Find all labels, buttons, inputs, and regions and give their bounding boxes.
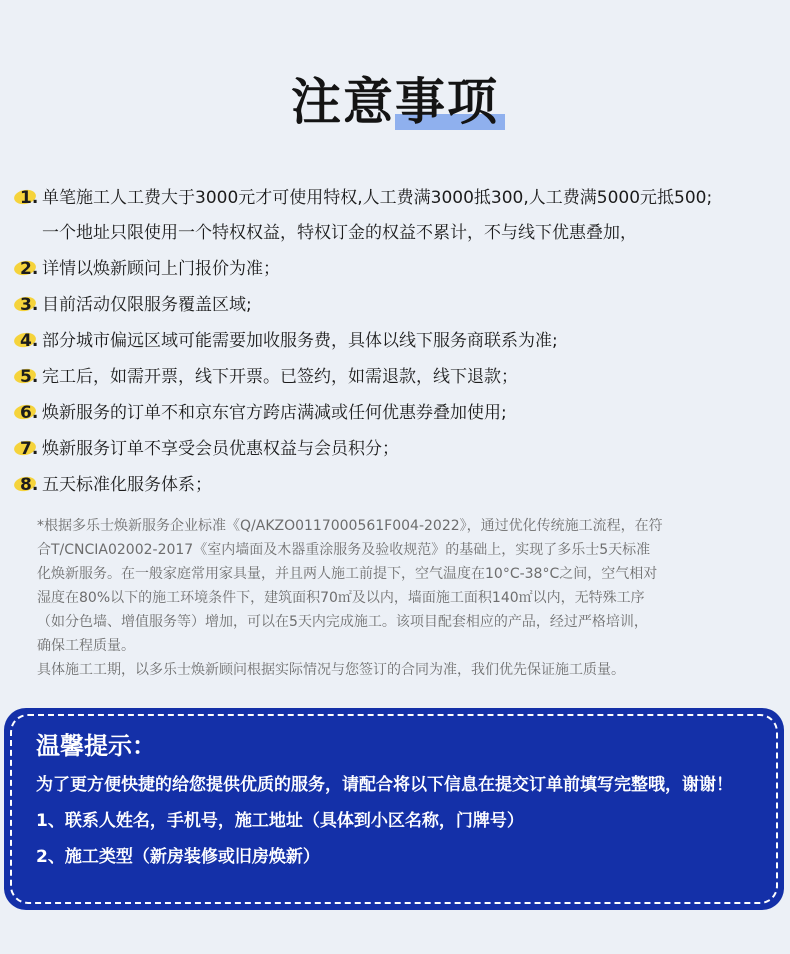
rule-item-8	[20, 473, 785, 497]
rule-text: 详情以焕新顾问上门报价为准；	[42, 259, 280, 279]
rule-item-2	[20, 257, 785, 281]
rule-item-3	[20, 293, 785, 317]
footnote-line: 确保工程质量。	[37, 638, 135, 654]
footnote-line: *根据多乐士焕新服务企业标准《Q/AKZO0117000561F004-2022》，通过优化传统施工流程，在符	[37, 518, 663, 534]
tips-item-1: 1、联系人姓名，手机号，施工地址（具体到小区名称，门牌号）	[36, 811, 524, 831]
rule-text: 完工后，如需开票，线下开票。已签约，如需退款，线下退款；	[42, 367, 518, 387]
page-title-text: 注意事项	[291, 73, 499, 131]
rule-item-1	[20, 186, 785, 245]
rule-text: 焕新服务的订单不和京东官方跨店满减或任何优惠券叠加使用;	[42, 403, 507, 423]
page-title	[291, 72, 499, 132]
tips-dashed-border	[10, 714, 778, 904]
footnote-line: 化焕新服务。在一般家庭常用家具量，并且两人施工前提下，空气温度在10°C-38°C之间，空气相对	[37, 566, 658, 582]
rule-number: 8.	[20, 473, 42, 497]
footnote-line: 湿度在80%以下的施工环境条件下，建筑面积70㎡及以内，墙面施工面积140㎡以内，无特殊工序	[37, 590, 645, 606]
tips-item-2: 2、施工类型（新房装修或旧房焕新）	[36, 847, 320, 867]
rule-text: 焕新服务订单不享受会员优惠权益与会员积分；	[42, 439, 399, 459]
tips-panel	[4, 708, 784, 910]
footnote	[37, 514, 767, 682]
rule-number: 3.	[20, 293, 42, 317]
rule-item-5	[20, 365, 785, 389]
rule-item-7	[20, 437, 785, 461]
rule-text: 部分城市偏远区域可能需要加收服务费，具体以线下服务商联系为准;	[42, 331, 558, 351]
footnote-line: （如分色墙、增值服务等）增加，可以在5天内完成施工。该项目配套相应的产品，经过严格培训，	[37, 614, 648, 630]
footnote-line: 合T/CNCIA02002-2017《室内墙面及木器重涂服务及验收规范》的基础上，实现了多乐士5天标准	[37, 542, 651, 558]
rule-number: 5.	[20, 365, 42, 389]
rule-item-6	[20, 401, 785, 425]
tips-title: 温馨提示：	[36, 732, 156, 760]
rule-number: 1.	[20, 186, 42, 210]
tips-body: 为了更方便快捷的给您提供优质的服务，请配合将以下信息在提交订单前填写完整哦，谢谢！	[36, 775, 733, 795]
rules-list	[20, 186, 785, 509]
rule-text: 五天标准化服务体系；	[42, 475, 212, 495]
rule-item-4	[20, 329, 785, 353]
footnote-line: 具体施工工期，以多乐士焕新顾问根据实际情况与您签订的合同为准，我们优先保证施工质量。	[37, 662, 625, 678]
rule-number: 6.	[20, 401, 42, 425]
title-area	[0, 72, 790, 132]
rule-number: 2.	[20, 257, 42, 281]
rule-number: 4.	[20, 329, 42, 353]
rule-number: 7.	[20, 437, 42, 461]
rule-text-continuation: 一个地址只限使用一个特权权益，特权订金的权益不累计，不与线下优惠叠加，	[42, 223, 637, 243]
rule-text: 目前活动仅限服务覆盖区域;	[42, 295, 252, 315]
rule-text: 单笔施工人工费大于3000元才可使用特权,人工费满3000抵300,人工费满5000元抵500;	[42, 188, 713, 208]
